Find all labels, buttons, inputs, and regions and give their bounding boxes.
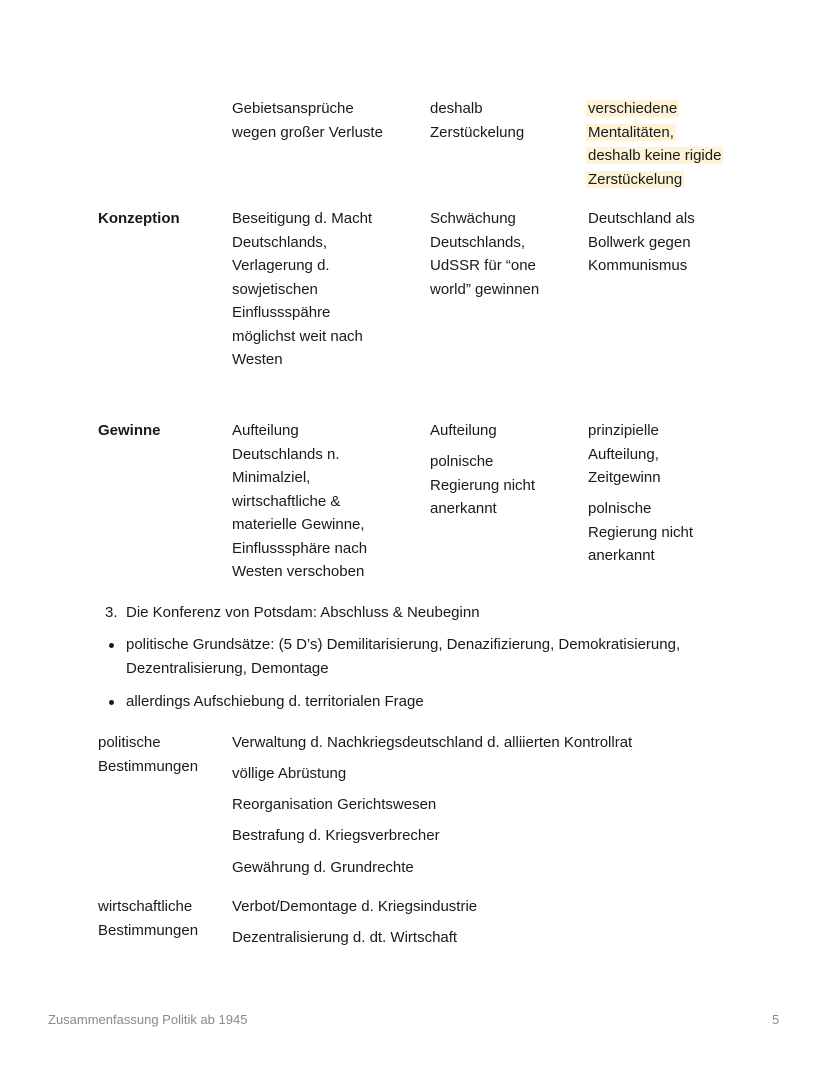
row0-col3-highlighted bbox=[588, 97, 723, 191]
row2-col2b: polnische Regierung nicht anerkannt bbox=[430, 453, 536, 517]
row0-col2: deshalb Zerstückelung bbox=[430, 100, 525, 141]
section-number: 3. bbox=[105, 604, 118, 621]
highlight-line: Zerstückelung bbox=[588, 170, 683, 188]
footer-title: Zusammenfassung Politik ab 1945 bbox=[48, 1012, 248, 1027]
row2-col2a: Aufteilung bbox=[430, 422, 497, 439]
political-item: Bestrafung d. Kriegsverbrecher bbox=[232, 827, 440, 844]
row2-col1: Aufteilung Deutschlands n. Minimalziel, wirtschaftliche & materielle Gewinne, Einflusssphäre nach Westen verschoben bbox=[232, 422, 368, 580]
bullet-dot bbox=[109, 643, 114, 648]
row1-col2: Schwächung Deutschlands, UdSSR für “one world” gewinnen bbox=[430, 210, 540, 298]
row1-col1: Beseitigung d. Macht Deutschlands, Verlagerung d. sowjetischen Einflussspähre möglichst weit nach Westen bbox=[232, 210, 373, 368]
row-label-gewinne: Gewinne bbox=[98, 422, 161, 439]
section-heading: Die Konferenz von Potsdam: Abschluss & Neubeginn bbox=[126, 604, 480, 621]
political-item: Reorganisation Gerichtswesen bbox=[232, 796, 437, 813]
row2-col3b: polnische Regierung nicht anerkannt bbox=[588, 500, 694, 564]
political-item: völlige Abrüstung bbox=[232, 765, 347, 782]
row-label-konzeption: Konzeption bbox=[98, 210, 180, 227]
bullet-dot bbox=[109, 700, 114, 705]
page-number: 5 bbox=[772, 1012, 780, 1027]
highlight-line: deshalb keine rigide bbox=[588, 147, 722, 164]
row1-col3: Deutschland als Bollwerk gegen Kommunismus bbox=[588, 210, 695, 274]
economic-item: Dezentralisierung d. dt. Wirtschaft bbox=[232, 929, 458, 946]
label-politische-bestimmungen: politische Bestimmungen bbox=[98, 734, 199, 775]
political-item: Verwaltung d. Nachkriegsdeutschland d. alliierten Kontrollrat bbox=[232, 734, 633, 751]
label-wirtschaftliche-bestimmungen: wirtschaftliche Bestimmungen bbox=[98, 898, 199, 939]
bullet-item: allerdings Aufschiebung d. territorialen Frage bbox=[126, 693, 424, 710]
row2-col3a: prinzipielle Aufteilung, Zeitgewinn bbox=[588, 422, 661, 486]
bullet-item: politische Grundsätze: (5 D’s) Demilitarisierung, Denazifizierung, Demokratisierung, Dezentralisierung, Demontage bbox=[126, 636, 681, 677]
political-item: Gewährung d. Grundrechte bbox=[232, 859, 414, 876]
highlight-line: verschiedene bbox=[588, 100, 678, 117]
highlight-line: Mentalitäten, bbox=[588, 123, 674, 141]
row0-col1: Gebietsansprüche wegen großer Verluste bbox=[232, 100, 383, 141]
economic-item: Verbot/Demontage d. Kriegsindustrie bbox=[232, 898, 478, 915]
